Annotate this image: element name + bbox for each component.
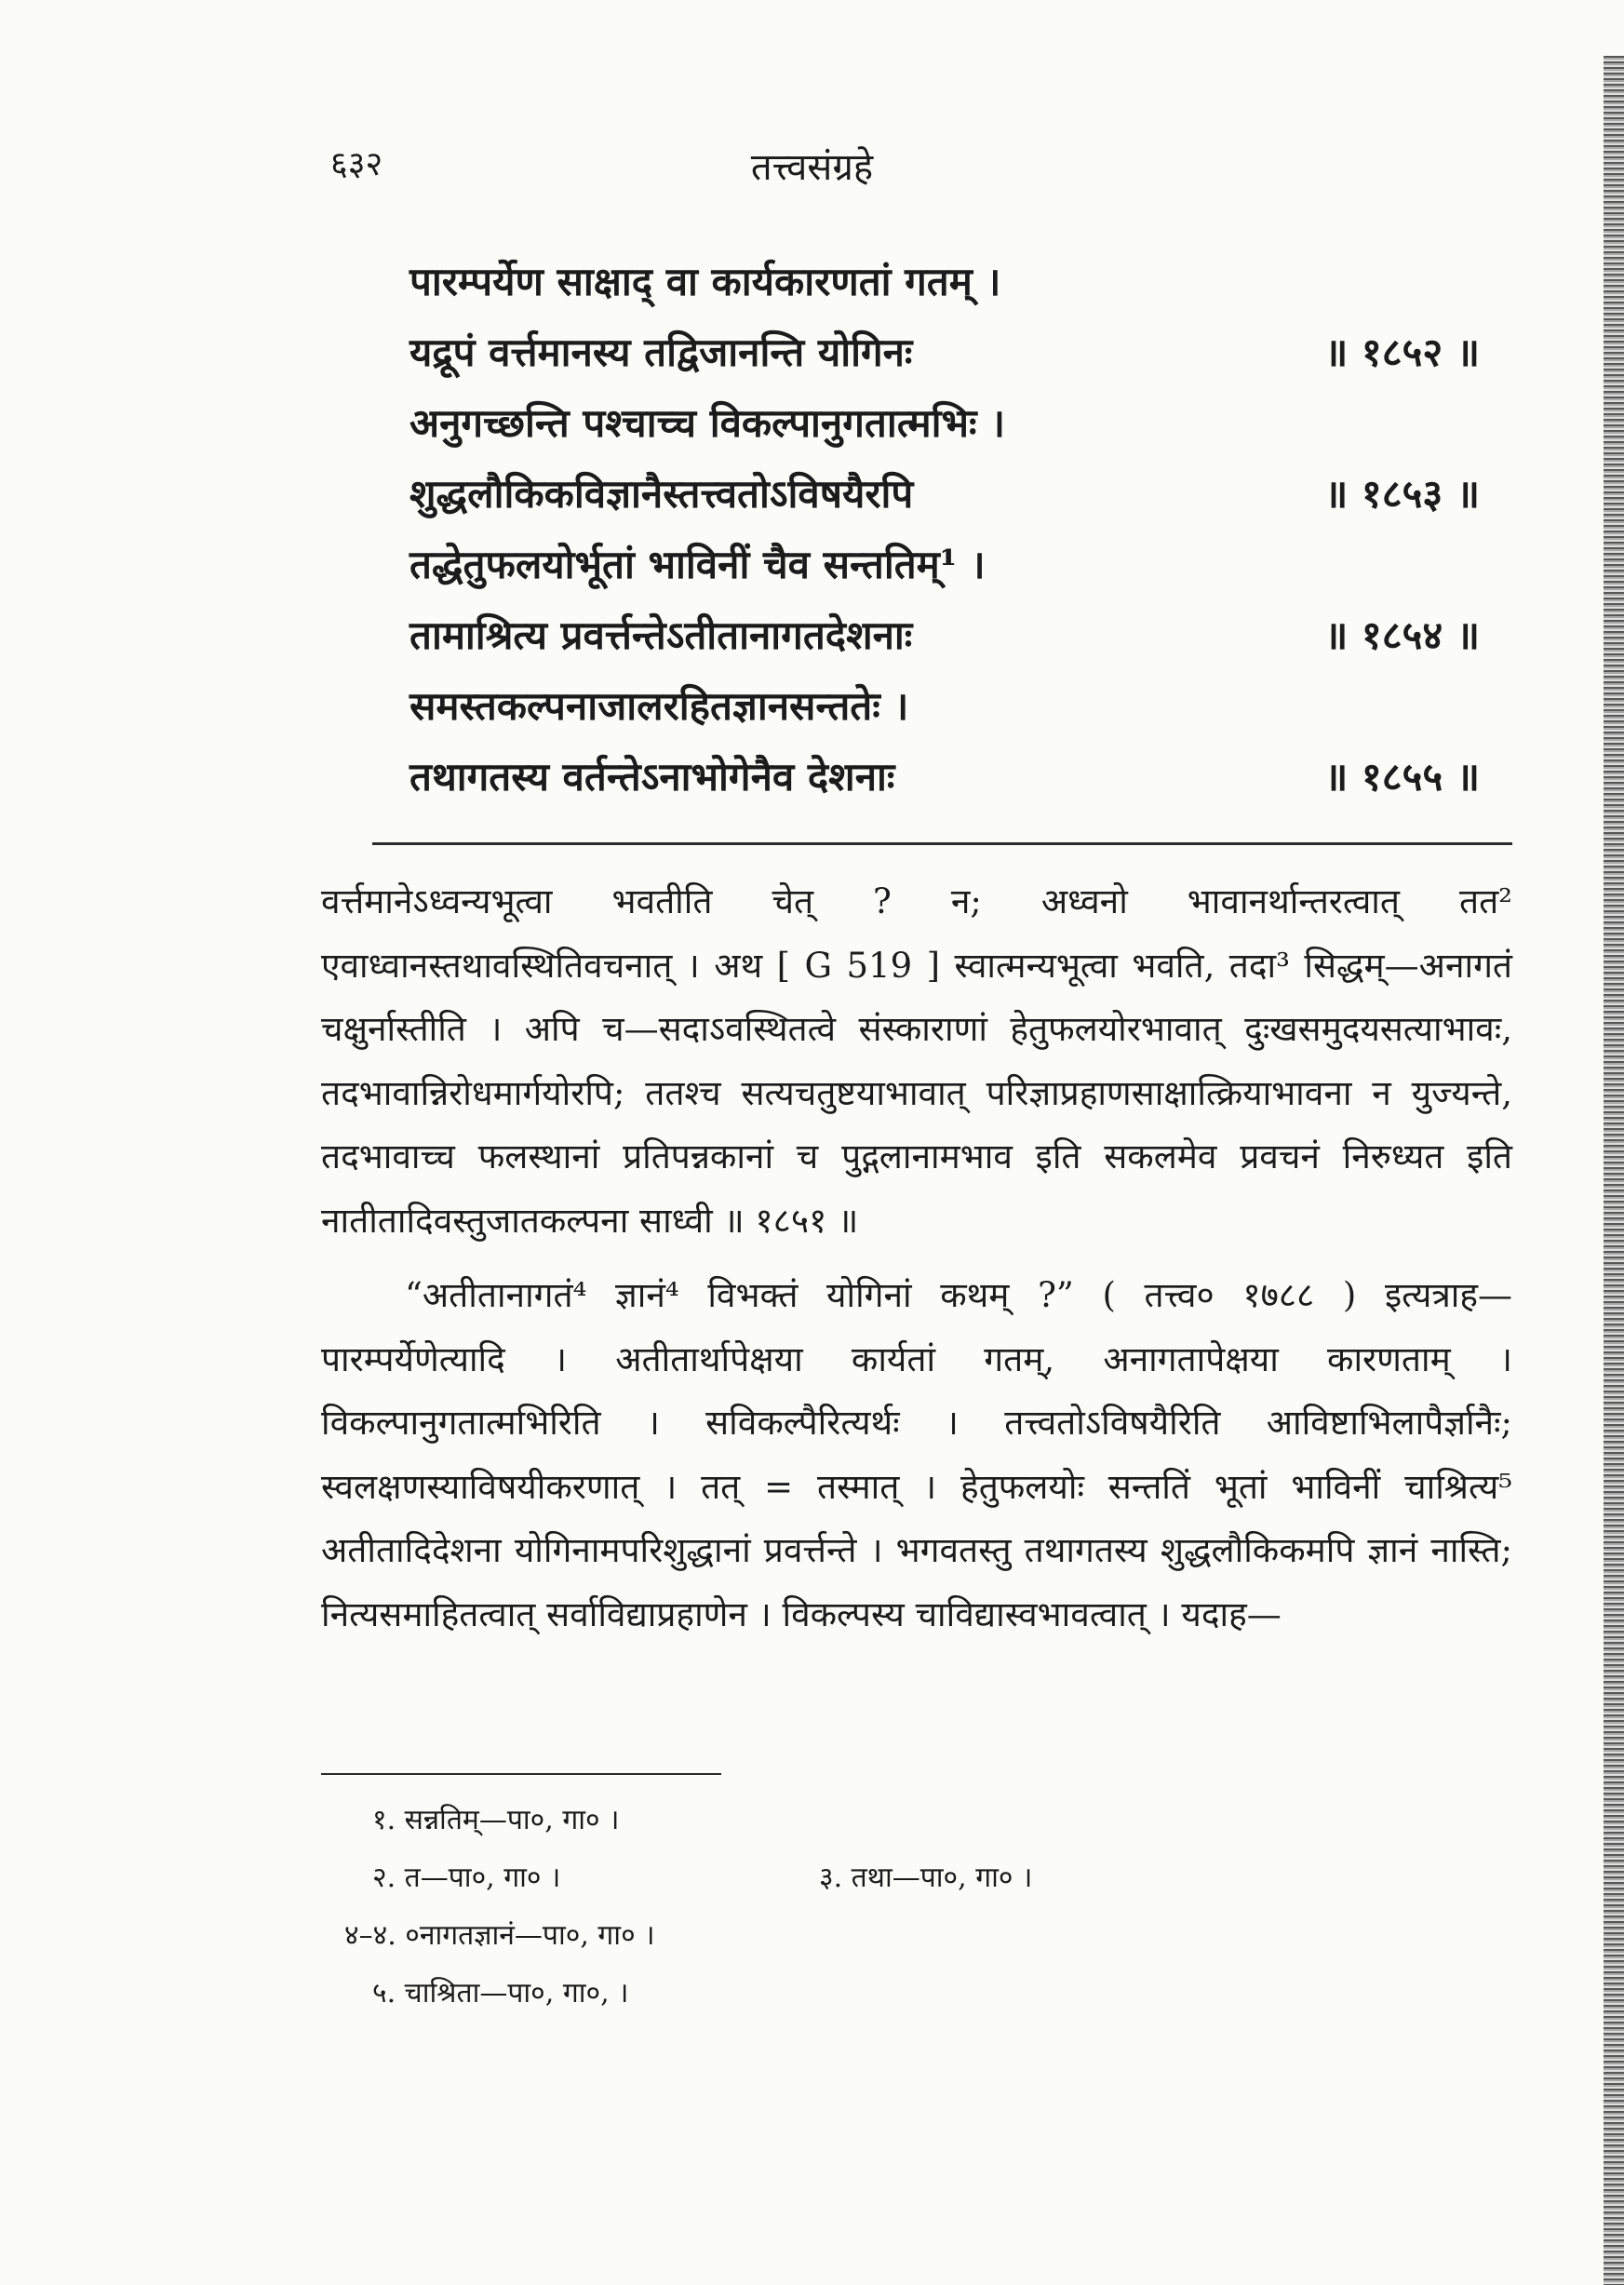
footnote-row [344,1965,1182,2023]
running-title: तत्त्वसंग्रहे [750,146,874,189]
footnote: ४–४. ०नागतज्ञानं—पा०, गा० । [344,1919,655,1952]
footnote: ५. चाश्रिता—पा०, गा०, । [372,1977,629,2009]
footnote-row [344,1792,1182,1849]
verse-number: ॥ १८५४ ॥ [1324,612,1480,658]
verse-line [409,530,1480,600]
footnote-divider [321,1773,721,1775]
verse-block [409,247,1480,813]
verse-text: समस्तकल्पनाजालरहितज्ञानसन्ततेः । [409,683,909,729]
page-header [0,140,1624,195]
verse-divider [372,842,1512,845]
commentary-paragraph: “अतीतानागतं⁴ ज्ञानं⁴ विभक्तं योगिनां कथम् ?” ( तत्त्व० १७८८ ) इत्यत्राह—पारम्पर्येणेत्यादि । अतीतार्थापेक्षया कार्यतां गतम्, अनागतापेक्षया कारणताम् । विकल्पानुगतात्मभिरिति । सविकल्पैरित्यर्थः । तत्त्वतोऽविषयैरिति आविष्टाभिलापैर्ज्ञानैः; स्वलक्षणस्याविषयीकरणात् । तत् = तस्मात् । हेतुफलयोः सन्ततिं भूतां भाविनीं चाश्रित्य⁵ अतीतादिदेशना योगिनामपरिशुद्धानां प्रवर्त्तन्ते । भगवतस्तु तथागतस्य शुद्धलौकिकमपि ज्ञानं नास्ति; नित्यसमाहितत्वात् सर्वाविद्याप्रहाणेन । विकल्पस्य चाविद्यास्वभावत्वात् । यदाह— [321,1275,1512,1634]
verse-line [409,600,1480,671]
verse-line [409,317,1480,388]
footnote: १. सन्नतिम्—पा०, गा० । [372,1804,620,1836]
verse-text: तद्धेतुफलयोर्भूतां भाविनीं चैव सन्ततिम्¹ । [409,542,986,587]
footnote: २. त—पा०, गा० । [372,1862,561,1894]
verse-number: ॥ १८५५ ॥ [1324,754,1480,800]
footnote-row [344,1849,1182,1907]
footnotes [344,1792,1182,2023]
commentary-paragraph: वर्त्तमानेऽध्वन्यभूत्वा भवतीति चेत् ? न; अध्वनो भावानर्थान्तरत्वात् तत² एवाध्वानस्तथावस्थितिवचनात् । अथ [ G 519 ] स्वात्मन्यभूत्वा भवति, तदा³ सिद्धम्—अनागतं चक्षुर्नास्तीति । अपि च—सदाऽवस्थितत्वे संस्काराणां हेतुफलयोरभावात् दुःखसमुदयसत्याभावः, तदभावान्निरोधमार्गयोरपि; ततश्च सत्यचतुष्टयाभावात् परिज्ञाप्रहाणसाक्षात्क्रियाभावना न युज्यन्ते, तदभावाच्च फलस्थानां प्रतिपन्नकानां च पुद्गलानामभाव इति सकलमेव प्रवचनं निरुध्यत इति नातीतादिवस्तुजातकल्पना साध्वी ॥ १८५१ ॥ [321,881,1512,1241]
verse-text: तथागतस्य वर्तन्तेऽनाभोगेनैव देशनाः [409,754,895,800]
verse-number: ॥ १८५२ ॥ [1324,329,1480,375]
verse-line [409,388,1480,459]
verse-text: अनुगच्छन्ति पश्चाच्च विकल्पानुगतात्मभिः । [409,400,1006,446]
verse-line [409,247,1480,317]
verse-text: तामाश्रित्य प्रवर्त्तन्तेऽतीतानागतदेशनाः [409,612,913,658]
verse-text: यद्रूपं वर्त्तमानस्य तद्विजानन्ति योगिनः [409,329,913,375]
verse-line [409,459,1480,530]
verse-line [409,671,1480,742]
commentary [321,870,1512,1658]
page-edge [1604,56,1624,2285]
verse-line [409,742,1480,813]
verse-text: पारम्पर्येण साक्षाद् वा कार्यकारणतां गतम् । [409,259,1001,304]
footnote-row [344,1907,1182,1965]
page-number: ६३२ [330,145,383,183]
verse-text: शुद्धलौकिकविज्ञानैस्तत्त्वतोऽविषयैरपि [409,471,914,517]
verse-number: ॥ १८५३ ॥ [1324,471,1480,517]
footnote: ३. तथा—पा०, गा० । [819,1862,1033,1894]
